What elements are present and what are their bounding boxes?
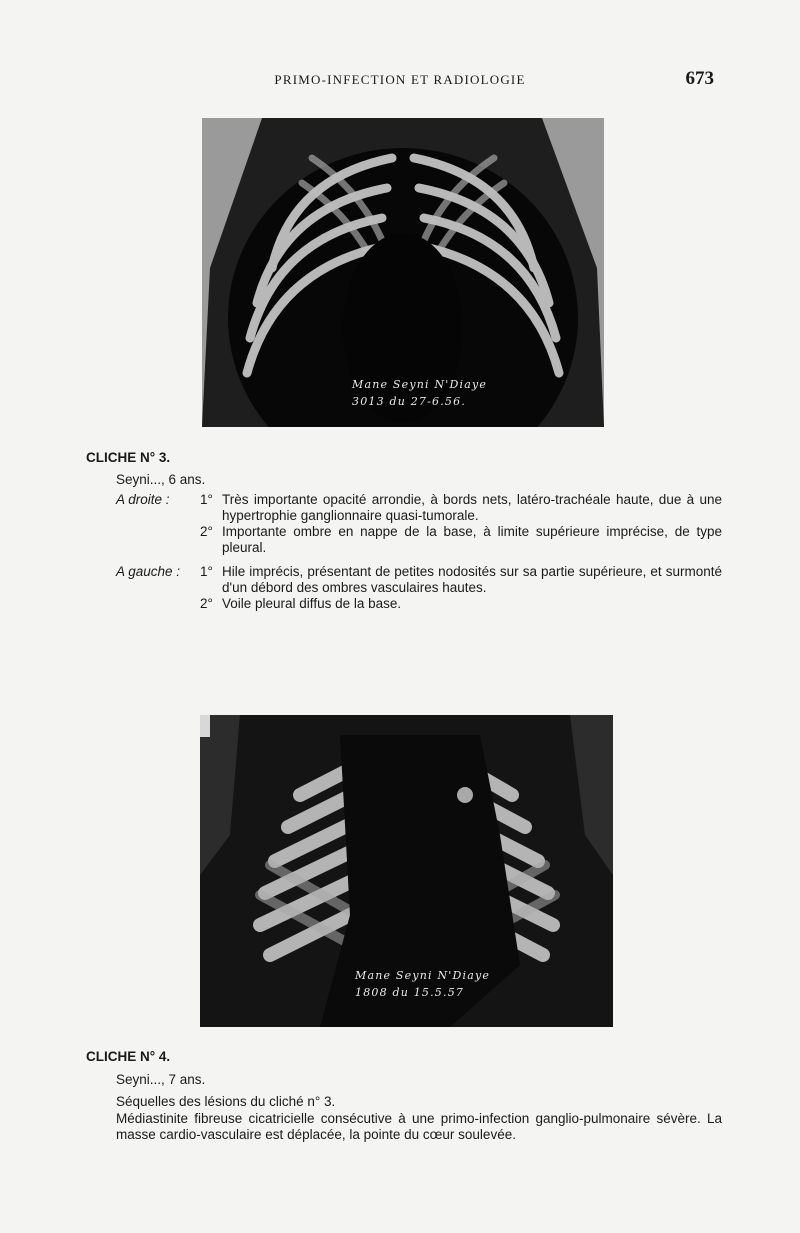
right-item-2-text: Importante ombre en nappe de la base, à limite supérieure imprécise, de type pleural. <box>222 524 722 555</box>
xray-2-caption-line-1: Mane Seyni N'Diaye <box>355 969 491 982</box>
chest-xray-image-2 <box>200 715 613 1027</box>
cliche-4-line-2: Médiastinite fibreuse cicatricielle consécutive à une primo-infection ganglio-pulmonaire sévère. La masse cardio-vasculaire est déplacée, la pointe du cœur soulevée. <box>116 1111 722 1142</box>
cliche-3-title: CLICHE N° 3. <box>86 450 171 465</box>
cliche-4-line-1: Séquelles des lésions du cliché n° 3. <box>116 1094 336 1109</box>
chest-xray-image-1 <box>202 118 604 427</box>
right-item-1-text: Très importante opacité arrondie, à bords nets, latéro-trachéale haute, due à une hypertrophie ganglionnaire quasi-tumorale. <box>222 492 722 523</box>
right-side-label: A droite : <box>116 492 170 507</box>
cliche-3-patient: Seyni..., 6 ans. <box>116 472 206 487</box>
right-item-2-number: 2° <box>200 524 213 539</box>
left-item-2-number: 2° <box>200 596 213 611</box>
left-item-1-number: 1° <box>200 564 213 579</box>
left-item-1-text: Hile imprécis, présentant de petites nodosités sur sa partie supérieure, et surmonté d'un débord des ombres vasculaires hautes. <box>222 564 722 595</box>
cliche-4-patient: Seyni..., 7 ans. <box>116 1072 206 1087</box>
page-number: 673 <box>685 68 714 89</box>
running-header: PRIMO-INFECTION ET RADIOLOGIE <box>274 72 526 87</box>
xray-1-caption-line-1: Mane Seyni N'Diaye <box>352 378 488 391</box>
cliche-4-title: CLICHE N° 4. <box>86 1049 171 1064</box>
right-item-1-number: 1° <box>200 492 213 507</box>
xray-2-caption-line-2: 1808 du 15.5.57 <box>355 986 465 999</box>
cliche-4-description <box>0 1094 800 1164</box>
xray-1-caption-line-2: 3013 du 27-6.56. <box>352 395 467 408</box>
left-side-label: A gauche : <box>116 564 181 579</box>
left-item-2-text: Voile pleural diffus de la base. <box>222 596 402 611</box>
cliche-3-description <box>0 492 800 622</box>
